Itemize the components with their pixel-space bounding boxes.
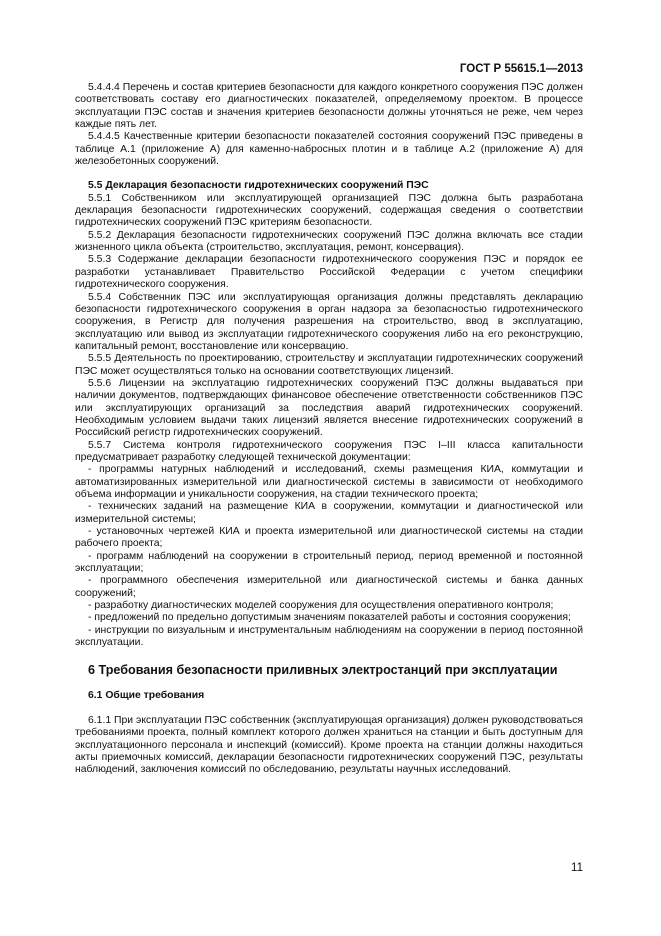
- paragraph-5-4-4-5: 5.4.4.5 Качественные критерии безопасности показателей состояния сооружений ПЭС приведены в таблице А.1 (приложение А) для каменно-набросных плотин и в таблице А.2 (приложение А) для железобетонных сооружений.: [75, 131, 583, 168]
- page-number: 11: [571, 862, 583, 874]
- paragraph-5-5-4: 5.5.4 Собственник ПЭС или эксплуатирующая организация должны представлять декларацию безопасности гидротехнического сооружения в орган надзора за безопасностью гидротехнического сооружения, в Регистр для получения разрешения на строительство, ввод в эксплуатацию, эксплуатацию или вывод из эксплуатации гидротехнического сооружения либо на его реконструкцию, капитальный ремонт, восстановление или консервацию.: [75, 291, 583, 352]
- spacer: [75, 678, 583, 690]
- list-item: - инструкции по визуальным и инструментальным наблюдениям на сооружении в период постоянной эксплуатации.: [75, 624, 583, 649]
- list-item: - программы натурных наблюдений и исследований, схемы размещения КИА, коммутации и автоматизированных измерительной или диагностической системы в зависимости от необходимого объема информации и уникальности сооружения, на стадии технического проекта;: [75, 464, 583, 500]
- paragraph-5-5-3: 5.5.3 Содержание декларации безопасности гидротехнического сооружения ПЭС и порядок ее разработки устанавливает Правительство Российской Федерации с учетом специфики гидротехнического сооружения.: [75, 254, 583, 291]
- spacer: [75, 649, 583, 663]
- list-item: - программного обеспечения измерительной или диагностической системы и банка данных сооружений;: [75, 575, 583, 599]
- paragraph-6-1-1: 6.1.1 При эксплуатации ПЭС собственник (эксплуатирующая организация) должен руководствоваться требованиями проекта, полный комплект которого должен храниться на станции и быть доступным для эксплуатационного персонала и инспекций (комиссий). Кроме проекта на станции должны находиться акты приемочных комиссий, декларации безопасности гидротехнических сооружений ПЭС, результаты наблюдений, заключения комиссий по обследованию, результаты научных исследований.: [75, 714, 583, 776]
- spacer: [75, 168, 583, 180]
- section-6-heading: 6 Требования безопасности приливных электростанций при эксплуатации: [88, 663, 558, 678]
- document-code-header: ГОСТ Р 55615.1—2013: [459, 63, 583, 75]
- list-item: - технических заданий на размещение КИА в сооружении, коммутации и диагностической или измерительной системы;: [75, 501, 583, 525]
- section-6-1-heading: 6.1 Общие требования: [88, 690, 205, 702]
- section-5-5-heading: 5.5 Декларация безопасности гидротехнических сооружений ПЭС: [88, 180, 429, 192]
- paragraph-5-5-1: 5.5.1 Собственником или эксплуатирующей организацией ПЭС должна быть разработана декларация безопасности гидротехнических сооружений, содержащая сведения о соответствии гидротехнических сооружений ПЭС критериям безопасности.: [75, 192, 583, 229]
- paragraph-5-5-7: 5.5.7 Система контроля гидротехнического сооружения ПЭС I–III класса капитальности предусматривает разработку следующей технической документации:: [75, 439, 583, 463]
- spacer: [75, 703, 583, 715]
- list-item: - программ наблюдений на сооружении в строительный период, период временной и постоянной эксплуатации;: [75, 550, 583, 575]
- paragraph-5-5-2: 5.5.2 Декларация безопасности гидротехнических сооружений ПЭС должна включать все стадии жизненного цикла объекта (строительство, эксплуатация, ремонт, консервация).: [75, 229, 583, 254]
- list-item: - разработку диагностических моделей сооружения для осуществления оперативного контроля;: [88, 600, 554, 612]
- paragraph-5-4-4-4: 5.4.4.4 Перечень и состав критериев безопасности для каждого конкретного сооружения ПЭС должен соответствовать составу его диагностических показателей, определяемому проектом. В процессе эксплуатации ПЭС состав и значения критериев безопасности должны уточняться не реже, чем через каждые пять лет.: [75, 82, 583, 131]
- list-item: - предложений по предельно допустимым значениям показателей работы и состояния сооружения;: [88, 612, 571, 624]
- paragraph-5-5-5: 5.5.5 Деятельность по проектированию, строительству и эксплуатации гидротехнических сооружений ПЭС может осуществляться только на основании соответствующих лицензий.: [75, 353, 583, 377]
- list-item: - установочных чертежей КИА и проекта измерительной или диагностической системы на стадии рабочего проекта;: [75, 526, 583, 550]
- document-body: [75, 82, 583, 777]
- paragraph-5-5-6: 5.5.6 Лицензии на эксплуатацию гидротехнических сооружений ПЭС должны выдаваться при наличии документов, подтверждающих финансовое обеспечение ответственности собственников ПЭС или эксплуатирующих организаций за последствия аварий гидротехнических сооружений. Необходимым условием выдачи таких лицензий является внесение гидротехнических сооружений в Российский регистр гидротехнических сооружений.: [75, 377, 583, 439]
